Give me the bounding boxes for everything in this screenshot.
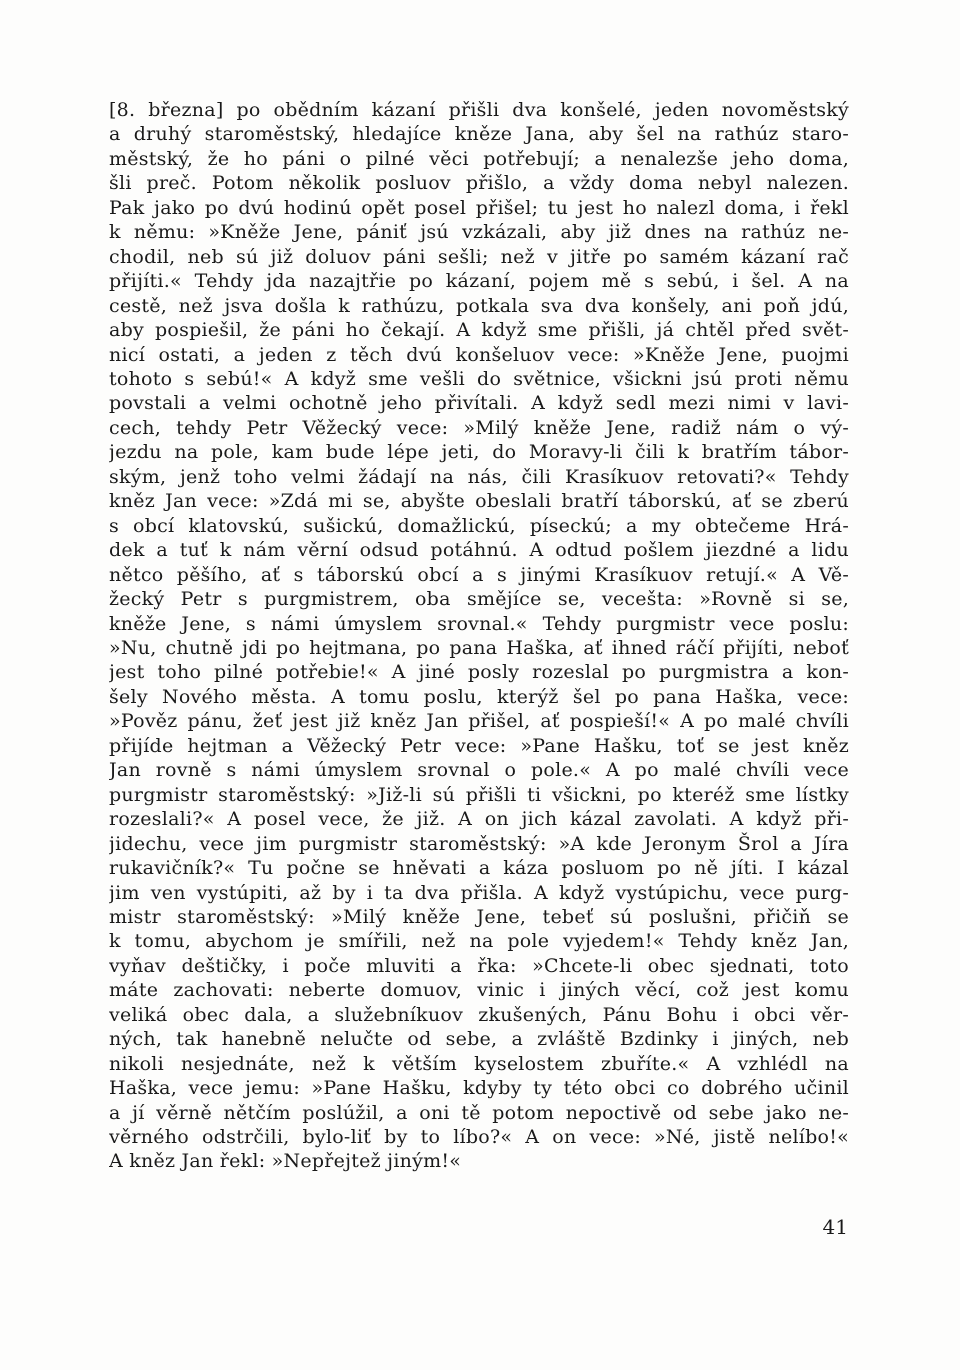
text-line: nikoli nesjednáte, než k větším kyselostem zbuříte.« A vzhlédl na bbox=[109, 1052, 849, 1075]
text-line: »Pověz pánu, žeť jest již kněz Jan přišel, ať pospieší!« A po malé chvíli bbox=[109, 710, 849, 733]
text-line: »Nu, chutně jdi po hejtmana, po pana Haška, ať ihned ráčí přijíti, neboť bbox=[109, 636, 849, 659]
text-line: [8. března] po obědním kázaní přišli dva konšelé, jeden novoměstský bbox=[109, 99, 849, 121]
text-line: šli preč. Potom několik posluov přišlo, a vždy doma nebyl nalezen. bbox=[109, 172, 849, 195]
text-line: cestě, než jsva došla k rathúzu, potkala sva dva konšely, ani poň jdú, bbox=[109, 294, 849, 317]
text-line: povstali a velmi ochotně jeho přivítali. A když sedl mezi nimi v lavi- bbox=[109, 392, 849, 415]
text-line: městský, že ho páni o pilné věci potřebují; a nenalezše jeho doma, bbox=[109, 147, 849, 170]
text-line: dek a tuť k nám věrní odsud potáhnú. A odtud pošlem jiezdné a lidu bbox=[109, 539, 849, 562]
text-line: purgmistr staroměstský: »Již-li sú přišli ti všickni, po kteréž sme lístky bbox=[109, 783, 849, 806]
text-line: s obcí klatovskú, sušickú, domažlickú, píseckú; a my obtečeme Hrá- bbox=[109, 514, 849, 537]
text-line: kněže Jene, s námi úmyslem srovnal.« Tehdy purgmistr vece poslu: bbox=[109, 612, 849, 635]
text-line: jim ven vystúpiti, až by i ta dva přišla. A když vystúpichu, vece purg- bbox=[109, 881, 849, 904]
text-line: věrného odstrčili, bylo-liť by to líbo?« A on vece: »Né, jistě nelíbo!« bbox=[109, 1126, 849, 1149]
text-line: a jí věrně nětčím poslúžil, a oni tě potom nepoctivě od sebe jako ne- bbox=[109, 1101, 849, 1124]
text-line: tohoto s sebú!« A když sme vešli do světnice, všickni jsú proti němu bbox=[109, 367, 849, 390]
text-line: máte zachovati: neberte domuov, vinic i jiných věcí, což jest komu bbox=[109, 979, 849, 1002]
text-line: ných, tak hanebně nelučte od sebe, a zvláště Bzdinky i jiných, neb bbox=[109, 1028, 849, 1051]
text-line: nicí ostati, a jeden z těch dvú konšeluov vece: »Kněže Jene, puojmi bbox=[109, 343, 849, 366]
text-line: cech, tehdy Petr Věžecký vece: »Milý kněže Jene, radiž nám o vý- bbox=[109, 416, 849, 439]
text-line: Jan rovně s námi úmyslem srovnal o pole.« A po malé chvíli vece bbox=[109, 759, 849, 782]
text-line: rozeslali?« A posel vece, že již. A on jich kázal zavolati. A když při- bbox=[109, 808, 849, 831]
text-line: nětco pěšího, ať s táborskú obcí a s jinými Krasíkuov retují.« A Vě- bbox=[109, 563, 849, 586]
text-line: rukavičník?« Tu počne se hněvati a káza posluom po ně jíti. I kázal bbox=[109, 857, 849, 880]
text-line: Haška, vece jemu: »Pane Hašku, kdyby ty této obci co dobrého učinil bbox=[109, 1077, 849, 1100]
text-line: vyňav deštičky, i poče mluviti a řka: »Chcete-li obec sjednati, toto bbox=[109, 954, 849, 977]
text-line: ským, jenž toho velmi žádají na nás, čili Krasíkuov retovati?« Tehdy bbox=[109, 465, 849, 488]
text-line: veliká obec dala, a služebníkuov zkušených, Pánu Bohu i obci věr- bbox=[109, 1003, 849, 1026]
text-line: žecký Petr s purgmistrem, oba smějíce se, vecešta: »Rovně si se, bbox=[109, 588, 849, 611]
text-line: kněz Jan vece: »Zdá mi se, abyšte obeslali bratří táborskú, ať se zberú bbox=[109, 490, 849, 513]
text-line: aby pospiešil, že páni ho čekají. A když sme přišli, já chtěl před svět- bbox=[109, 319, 849, 342]
text-line: a druhý staroměstský, hledajíce kněze Jana, aby šel na rathúz staro- bbox=[109, 123, 849, 146]
text-line: jezdu na pole, kam bude lépe jeti, do Moravy-li čili k bratřím tábor- bbox=[109, 441, 849, 464]
text-line: přijíde hejtman a Věžecký Petr vece: »Pane Hašku, toť se jest kněz bbox=[109, 734, 849, 757]
text-line: k tomu, abychom je smířili, než na pole vyjedem!« Tehdy kněz Jan, bbox=[109, 930, 849, 953]
text-line: k němu: »Kněže Jene, pániť jsú vzkázali, aby již dnes na rathúz ne- bbox=[109, 221, 849, 244]
text-line: Pak jako po dvú hodinú opět posel přišel; tu jest ho nalezl doma, i řekl bbox=[109, 196, 849, 219]
text-line: šely Nového města. A tomu poslu, kterýž šel po pana Haška, vece: bbox=[109, 685, 849, 708]
text-line: mistr staroměstský: »Milý kněže Jene, tebeť sú poslušni, přičiň se bbox=[109, 905, 849, 928]
text-line: jest toho pilné potřebie!« A jiné posly rozeslal po purgmistra a kon- bbox=[109, 661, 849, 684]
text-line: přijíti.« Tehdy jda nazajtřie po kázaní, pojem mě s sebú, i šel. A na bbox=[109, 270, 849, 293]
text-line: chodil, neb sú již doluov páni sešli; než v jitře po samém kázaní rač bbox=[109, 245, 849, 268]
text-line: jidechu, vece jim purgmistr staroměstský: »A kde Jeronym Šrol a Jíra bbox=[109, 832, 849, 855]
text-line: A kněz Jan řekl: »Nepřejtež jiným!« bbox=[109, 1150, 462, 1173]
page-number: 41 bbox=[822, 1215, 848, 1239]
body-text bbox=[109, 98, 849, 1174]
